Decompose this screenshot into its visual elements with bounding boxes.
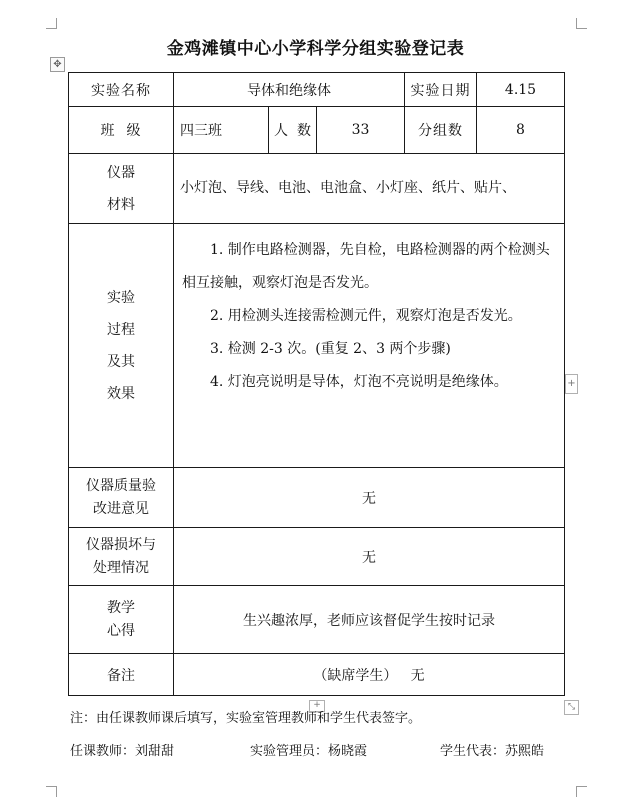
quality-label-line1: 仪器质量验	[86, 477, 156, 494]
quality-label	[69, 468, 174, 528]
page-corner-mark-bottom-right	[576, 786, 587, 797]
table-row	[69, 468, 565, 528]
process-label-line: 效果	[107, 385, 135, 402]
table-row	[69, 654, 565, 696]
materials-label-line1: 仪器	[107, 164, 135, 181]
class-cell[interactable]: 四三班	[174, 107, 269, 154]
page-corner-mark-top-right	[576, 18, 587, 29]
process-step: 1. 制作电路检测器，先自检，电路检测器的两个检测头相互接触，观察灯泡是否发光。	[182, 242, 550, 291]
quality-label-line2: 改进意见	[93, 500, 149, 517]
table-row	[69, 154, 565, 224]
experiment-name-label: 实验名称	[69, 73, 174, 107]
process-label-line: 实验	[107, 289, 135, 306]
table-row	[69, 73, 565, 107]
process-label-line: 及其	[107, 353, 135, 370]
damage-label-line1: 仪器损坏与	[86, 536, 156, 553]
damage-cell[interactable]: 无	[174, 528, 565, 586]
process-label	[69, 224, 174, 468]
experiment-record-table	[68, 72, 565, 696]
reflection-cell[interactable]: 生兴趣浓厚，老师应该督促学生按时记录	[174, 586, 565, 654]
reflection-label-line2: 心得	[107, 622, 135, 639]
student-signature: 学生代表：苏熙皓	[440, 744, 545, 759]
experiment-date-label: 实验日期	[405, 73, 477, 107]
table-move-handle-icon[interactable]: ✥	[50, 57, 65, 72]
people-count-cell[interactable]: 33	[317, 107, 405, 154]
materials-label	[69, 154, 174, 224]
process-step: 3. 检测 2-3 次。(重复 2、3 两个步骤)	[210, 341, 451, 357]
materials-label-line2: 材料	[107, 196, 135, 213]
experiment-name-cell[interactable]: 导体和绝缘体	[174, 73, 405, 107]
remarks-cell[interactable]: （缺席学生） 无	[174, 654, 565, 696]
class-label: 班 级	[69, 107, 174, 154]
process-step: 2. 用检测头连接需检测元件，观察灯泡是否发光。	[210, 308, 522, 324]
page-corner-mark-bottom-left	[46, 786, 57, 797]
process-label-line: 过程	[107, 321, 135, 338]
add-column-icon[interactable]: +	[565, 374, 578, 394]
group-count-label: 分组数	[405, 107, 477, 154]
reflection-label-line1: 教学	[107, 599, 135, 616]
table-row	[69, 586, 565, 654]
process-cell[interactable]	[174, 224, 565, 468]
experiment-date-cell[interactable]: 4.15	[477, 73, 565, 107]
damage-label	[69, 528, 174, 586]
footnote: 注：由任课教师课后填写，实验室管理教师和学生代表签字。	[70, 711, 422, 726]
table-row	[69, 107, 565, 154]
add-row-icon[interactable]: +	[309, 700, 325, 712]
document-title: 金鸡滩镇中心小学科学分组实验登记表	[166, 39, 465, 59]
damage-label-line2: 处理情况	[93, 559, 149, 576]
materials-cell[interactable]: 小灯泡、导线、电池、电池盒、小灯座、纸片、贴片、	[174, 154, 565, 224]
process-step: 4. 灯泡亮说明是导体，灯泡不亮说明是绝缘体。	[210, 374, 508, 390]
table-resize-handle-icon[interactable]: ⤡	[564, 700, 579, 715]
teacher-signature: 任课教师：刘甜甜	[70, 744, 175, 759]
quality-cell[interactable]: 无	[174, 468, 565, 528]
page-corner-mark-top-left	[46, 18, 57, 29]
table-row	[69, 528, 565, 586]
people-count-label: 人 数	[269, 107, 317, 154]
remarks-label: 备注	[69, 654, 174, 696]
table-row	[69, 224, 565, 468]
group-count-cell[interactable]: 8	[477, 107, 565, 154]
manager-signature: 实验管理员：杨晓霞	[250, 744, 368, 759]
reflection-label	[69, 586, 174, 654]
